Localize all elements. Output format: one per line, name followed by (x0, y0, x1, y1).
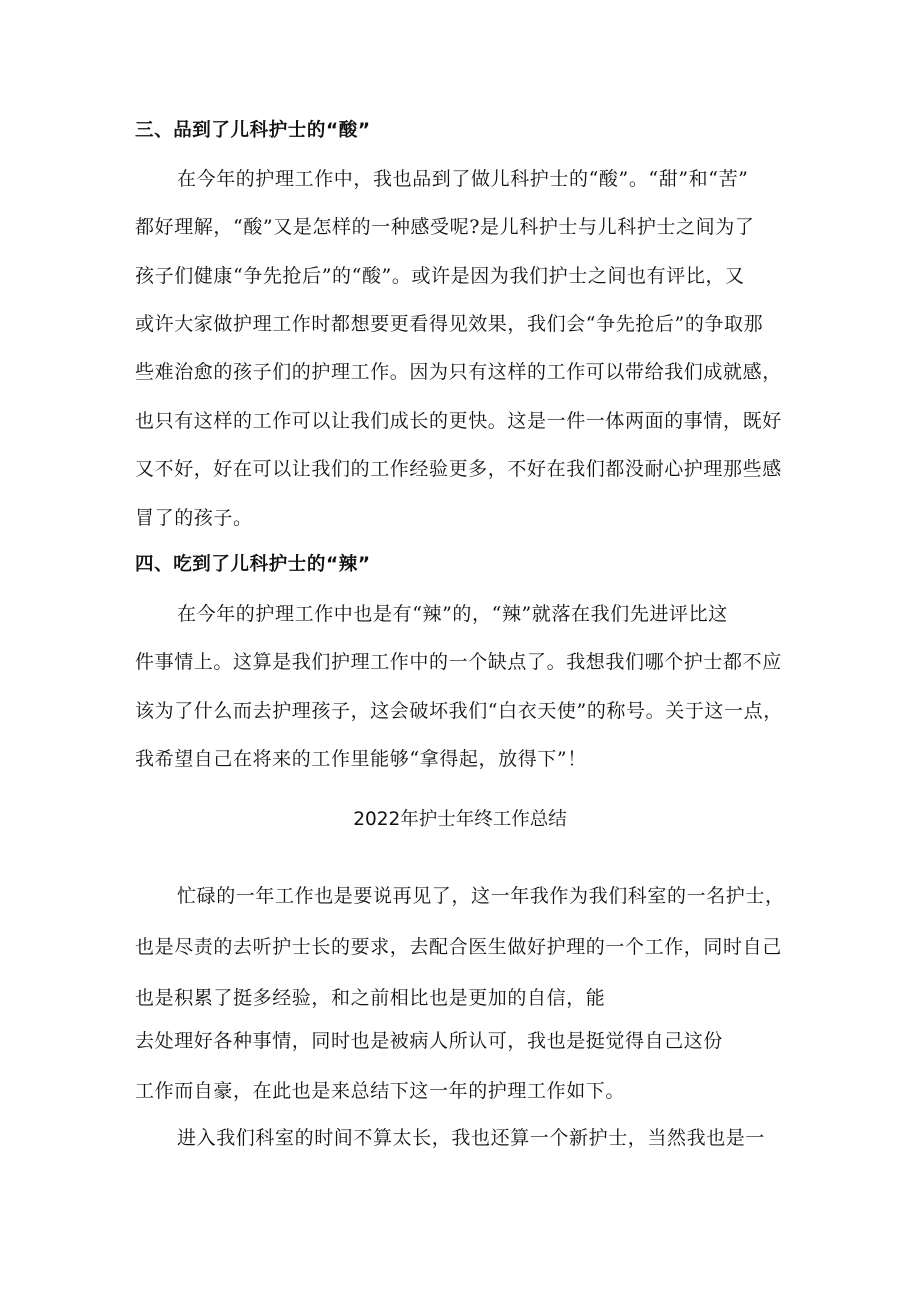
paragraph-line: 我希望自己在将来的工作里能够“拿得起，放得下”！ (135, 748, 587, 770)
paragraph-line: 又不好，好在可以让我们的工作经验更多，不好在我们都没耐心护理那些感 (135, 458, 782, 480)
paragraph-line: 工作而自豪，在此也是来总结下这一年的护理工作如下。 (135, 1080, 626, 1102)
paragraph-line: 在今年的护理工作中，我也品到了做儿科护士的“酸”。“甜”和“苦” (177, 168, 749, 190)
paragraph-line: 都好理解，“酸”又是怎样的一种感受呢?是儿科护士与儿科护士之间为了 (135, 216, 755, 238)
paragraph-line: 也只有这样的工作可以让我们成长的更快。这是一件一体两面的事情，既好 (135, 410, 782, 432)
paragraph-line: 或许大家做护理工作时都想要更看得见效果，我们会“争先抢后”的争取那 (135, 313, 764, 335)
paragraph-line: 也是尽责的去听护士长的要求，去配合医生做好护理的一个工作，同时自己 (135, 936, 782, 958)
paragraph-line: 忙碌的一年工作也是要说再见了，这一年我作为我们科室的一名护士， (177, 885, 785, 907)
paragraph-line: 些难治愈的孩子们的护理工作。因为只有这样的工作可以带给我们成就感， (135, 361, 782, 383)
section-3-heading: 三、品到了儿科护士的“酸” (135, 120, 371, 141)
paragraph-line: 孩子们健康“争先抢后”的“酸”。或许是因为我们护士之间也有评比，又 (135, 265, 745, 287)
paragraph-line: 该为了什么而去护理孩子，这会破坏我们“白衣天使”的称号。关于这一点， (135, 700, 783, 722)
paragraph-line: 也是积累了挺多经验，和之前相比也是更加的自信，能 (135, 987, 606, 1009)
section-4-heading: 四、吃到了儿科护士的“辣” (135, 554, 371, 575)
paragraph-line: 去处理好各种事情，同时也是被病人所认可，我也是挺觉得自己这份 (135, 1030, 724, 1052)
paragraph-line: 冒了的孩子。 (135, 507, 253, 529)
paragraph-line: 在今年的护理工作中也是有“辣”的，“辣”就落在我们先进评比这 (177, 603, 728, 625)
paragraph-line: 进入我们科室的时间不算太长，我也还算一个新护士，当然我也是一 (177, 1127, 766, 1149)
summary-title: 2022年护士年终工作总结 (353, 809, 567, 830)
paragraph-line: 件事情上。这算是我们护理工作中的一个缺点了。我想我们哪个护士都不应 (135, 651, 782, 673)
